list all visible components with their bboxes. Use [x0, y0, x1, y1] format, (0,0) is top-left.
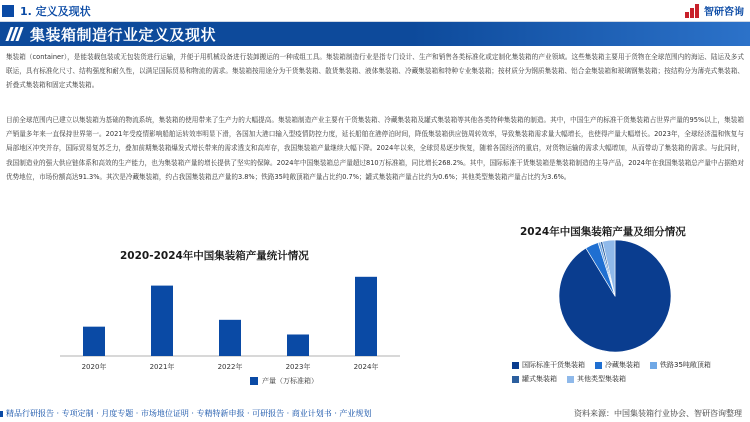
pie-chart-title: 2024年中国集装箱产量及细分情况 — [520, 226, 686, 238]
legend-swatch — [250, 377, 258, 385]
footer — [0, 405, 750, 422]
bar-chart — [60, 262, 400, 374]
bar — [83, 327, 105, 356]
section-marker — [2, 5, 14, 17]
pie-legend-item: 罐式集装箱 — [512, 374, 557, 384]
section-label: 1. 定义及现状 — [20, 5, 91, 18]
bar — [287, 334, 309, 356]
bar — [151, 286, 173, 356]
x-tick-label: 2024年 — [353, 363, 379, 371]
legend-label: 产量（万标准箱） — [262, 377, 318, 385]
bar — [219, 320, 241, 356]
paragraph-status: 目前全球范围内已建立以集装箱为基础的物流系统，集装箱的使用带来了生产力的大幅提高。集装箱制造产业主要有干货集装箱、冷藏集装箱及罐式集装箱等其他各类特种集装箱的制造。其中，中国生产的标准干货集装箱占世界产量的95%以上，集装箱产销量多年来一直保持世界第一。2021年受疫情影响船舶运转效率明显下滑，各国加大港口输入型疫情防控力度，延长船舶在港停泊时间，降低集装箱供应链周转效率，导致集装箱需求量大幅增长，也使得产量大幅增长。2023年，全球经济温和恢复与局部地区冲突并存，国际贸易复苏乏力，叠加前期集装箱爆发式增长带来的需求透支和高库存，我国集装箱产量继续大幅下降。2024年以来，全球贸易逐步恢复，随着各国经济的重启，对货物运输的需求大幅增加，从而带动了集装箱的需求。与此同时，我国制造业的强大供应链体系和高效的生产能力，也为集装箱产量的增长提供了坚实的保障。2024年中国集装箱总产量超过810万标准箱，同比增长268.2%。其中，国际标准干货集装箱是集装箱制造的主导产品，2024年在我国集装箱总产量中占据绝对优势地位，市场份额高达91.3%。其次是冷藏集装箱，约占我国集装箱总产量的3.8%；铁路35吨敞顶箱产量占比约0.7%；罐式集装箱产量占比约为0.6%；其他类型集装箱产量占比约为3.6%。 — [6, 116, 744, 181]
brand-logo — [685, 3, 744, 18]
footer-source: 资料来源：中国集装箱行业协会、智研咨询整理 — [574, 409, 742, 418]
top-bar — [0, 0, 750, 22]
x-tick-label: 2021年 — [149, 363, 175, 371]
x-tick-label: 2022年 — [217, 363, 243, 371]
x-tick-label: 2020年 — [81, 363, 107, 371]
pie-legend-item: 冷藏集装箱 — [595, 360, 640, 370]
bar — [355, 277, 377, 356]
page-title: 集装箱制造行业定义及现状 — [30, 26, 217, 44]
pie-chart — [555, 236, 675, 356]
pie-legend-item: 其他类型集装箱 — [567, 374, 626, 384]
pie-legend-item: 国际标准干货集装箱 — [512, 360, 585, 370]
x-tick-label: 2023年 — [285, 363, 311, 371]
title-stripes-icon — [8, 27, 21, 41]
pie-legend-item: 铁路35吨敞顶箱 — [650, 360, 711, 370]
paragraph-definition: 集装箱（container），是能装载包装或无包装货进行运输，并便于用机械设备进行装卸搬运的一种成组工具。集装箱制造行业是指专门设计、生产和销售各类标准化或定制化集装箱的产业领域。这些集装箱主要用于货物在全球范围内的海运、陆运及多式联运，具有标准化尺寸、结构强度和耐久性，以满足国际贸易和物流的需求。集装箱按用途分为干货集装箱、散货集装箱、液体集装箱、冷藏集装箱和特种专业集装箱；按材质分为钢质集装箱、铝合金集装箱和玻璃钢集装箱；按结构分为薄壳式集装箱、折叠式集装箱和固定式集装箱。 — [6, 53, 744, 90]
bar-chart-title: 2020-2024年中国集装箱产量统计情况 — [120, 250, 309, 262]
footer-services: 精品行研报告 · 专项定制 · 月度专题 · 市场地位证明 · 专精特新申报 · 可研报告 · 商业计划书 · 产业规划 — [6, 409, 372, 418]
bar-chart-legend — [250, 376, 318, 386]
logo-text: 智研咨询 — [704, 7, 744, 18]
title-bar — [0, 22, 750, 46]
logo-icon — [685, 4, 701, 18]
pie-chart-legend — [512, 360, 742, 388]
footer-marker — [0, 411, 3, 417]
